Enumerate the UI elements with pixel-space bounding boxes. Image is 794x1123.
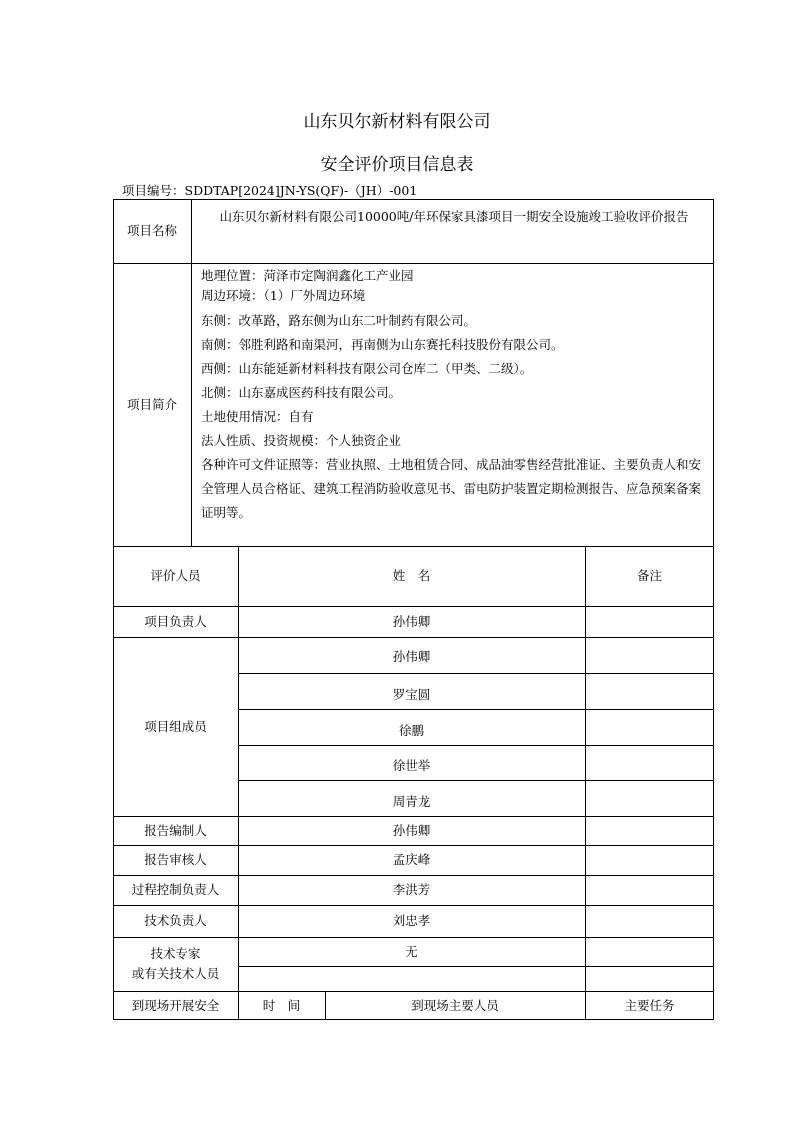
writer-label: 报告编制人 (144, 822, 207, 838)
tech-label: 技术负责人 (144, 913, 207, 928)
intro-line: 法人性质、投资规模：个人独资企业 (201, 433, 402, 448)
project-name-value: 山东贝尔新材料有限公司10000吨/年环保家具漆项目一期安全设施竣工验收评价报告 (219, 209, 689, 224)
col-name-header: 姓 名 (392, 568, 431, 583)
site-task-header: 主要任务 (624, 997, 675, 1013)
intro-line: 南侧：邻胜利路和南渠河，再南侧为山东赛托科技股份有限公司。 (201, 337, 564, 352)
project-name-label: 项目名称 (126, 223, 177, 238)
intro-line: 周边环境：（1）厂外周边环境 (201, 288, 366, 303)
member-name: 徐鹏 (398, 723, 424, 738)
tech-name: 刘忠孝 (392, 913, 431, 928)
intro-line: 各种许可文件证照等：营业执照、土地租赁合同、成品油零售经营批准证、主要负责人和安全管理人员合格证、建筑工程消防验收意见书、雷电防护装置定期检测报告、应急预案备案证明等。 (201, 457, 702, 520)
leader-name: 孙伟卿 (392, 613, 431, 629)
members-label: 项目组成员 (144, 718, 207, 734)
project-intro (201, 266, 711, 525)
intro-line: 西侧：山东能延新材料科技有限公司仓库二（甲类、二级）。 (201, 361, 533, 376)
site-time-header: 时 间 (262, 997, 301, 1013)
project-code: 项目编号：SDDTAP[2024]JN-YS(QF)-（JH）-001 (122, 183, 418, 198)
member-name: 罗宝圆 (392, 687, 431, 702)
member-name: 周青龙 (392, 794, 431, 809)
site-people-header: 到现场主要人员 (411, 997, 499, 1013)
intro-line: 地理位置：菏泽市定陶润鑫化工产业园 (201, 268, 414, 283)
form-title: 安全评价项目信息表 (320, 155, 474, 175)
process-name: 李洪芳 (392, 882, 431, 897)
process-label: 过程控制负责人 (131, 882, 220, 897)
intro-line: 北侧：山东嘉成医药科技有限公司。 (201, 385, 402, 400)
expert-label-line: 或有关技术人员 (131, 966, 220, 981)
reviewer-name: 孟庆峰 (392, 852, 431, 867)
company-title: 山东贝尔新材料有限公司 (303, 112, 491, 132)
expert-label (113, 937, 238, 991)
intro-line: 东侧：改革路，路东侧为山东二叶制药有限公司。 (201, 313, 477, 328)
expert-label-line: 技术专家 (150, 946, 201, 961)
site-label: 到现场开展安全 (131, 997, 220, 1013)
col-note-header: 备注 (636, 568, 662, 583)
col-divider (191, 199, 192, 546)
row-divider (238, 966, 714, 967)
expert-name: 无 (405, 943, 418, 959)
member-name: 徐世举 (392, 757, 431, 773)
col-role-header: 评价人员 (150, 568, 201, 583)
leader-label: 项目负责人 (144, 613, 207, 629)
intro-line: 土地使用情况：自有 (201, 409, 314, 424)
col-divider (585, 546, 586, 1020)
row-divider (113, 263, 714, 264)
reviewer-label: 报告审核人 (144, 852, 207, 867)
member-name: 孙伟卿 (392, 649, 431, 664)
project-intro-label: 项目简介 (126, 396, 177, 412)
writer-name: 孙伟卿 (392, 822, 431, 838)
